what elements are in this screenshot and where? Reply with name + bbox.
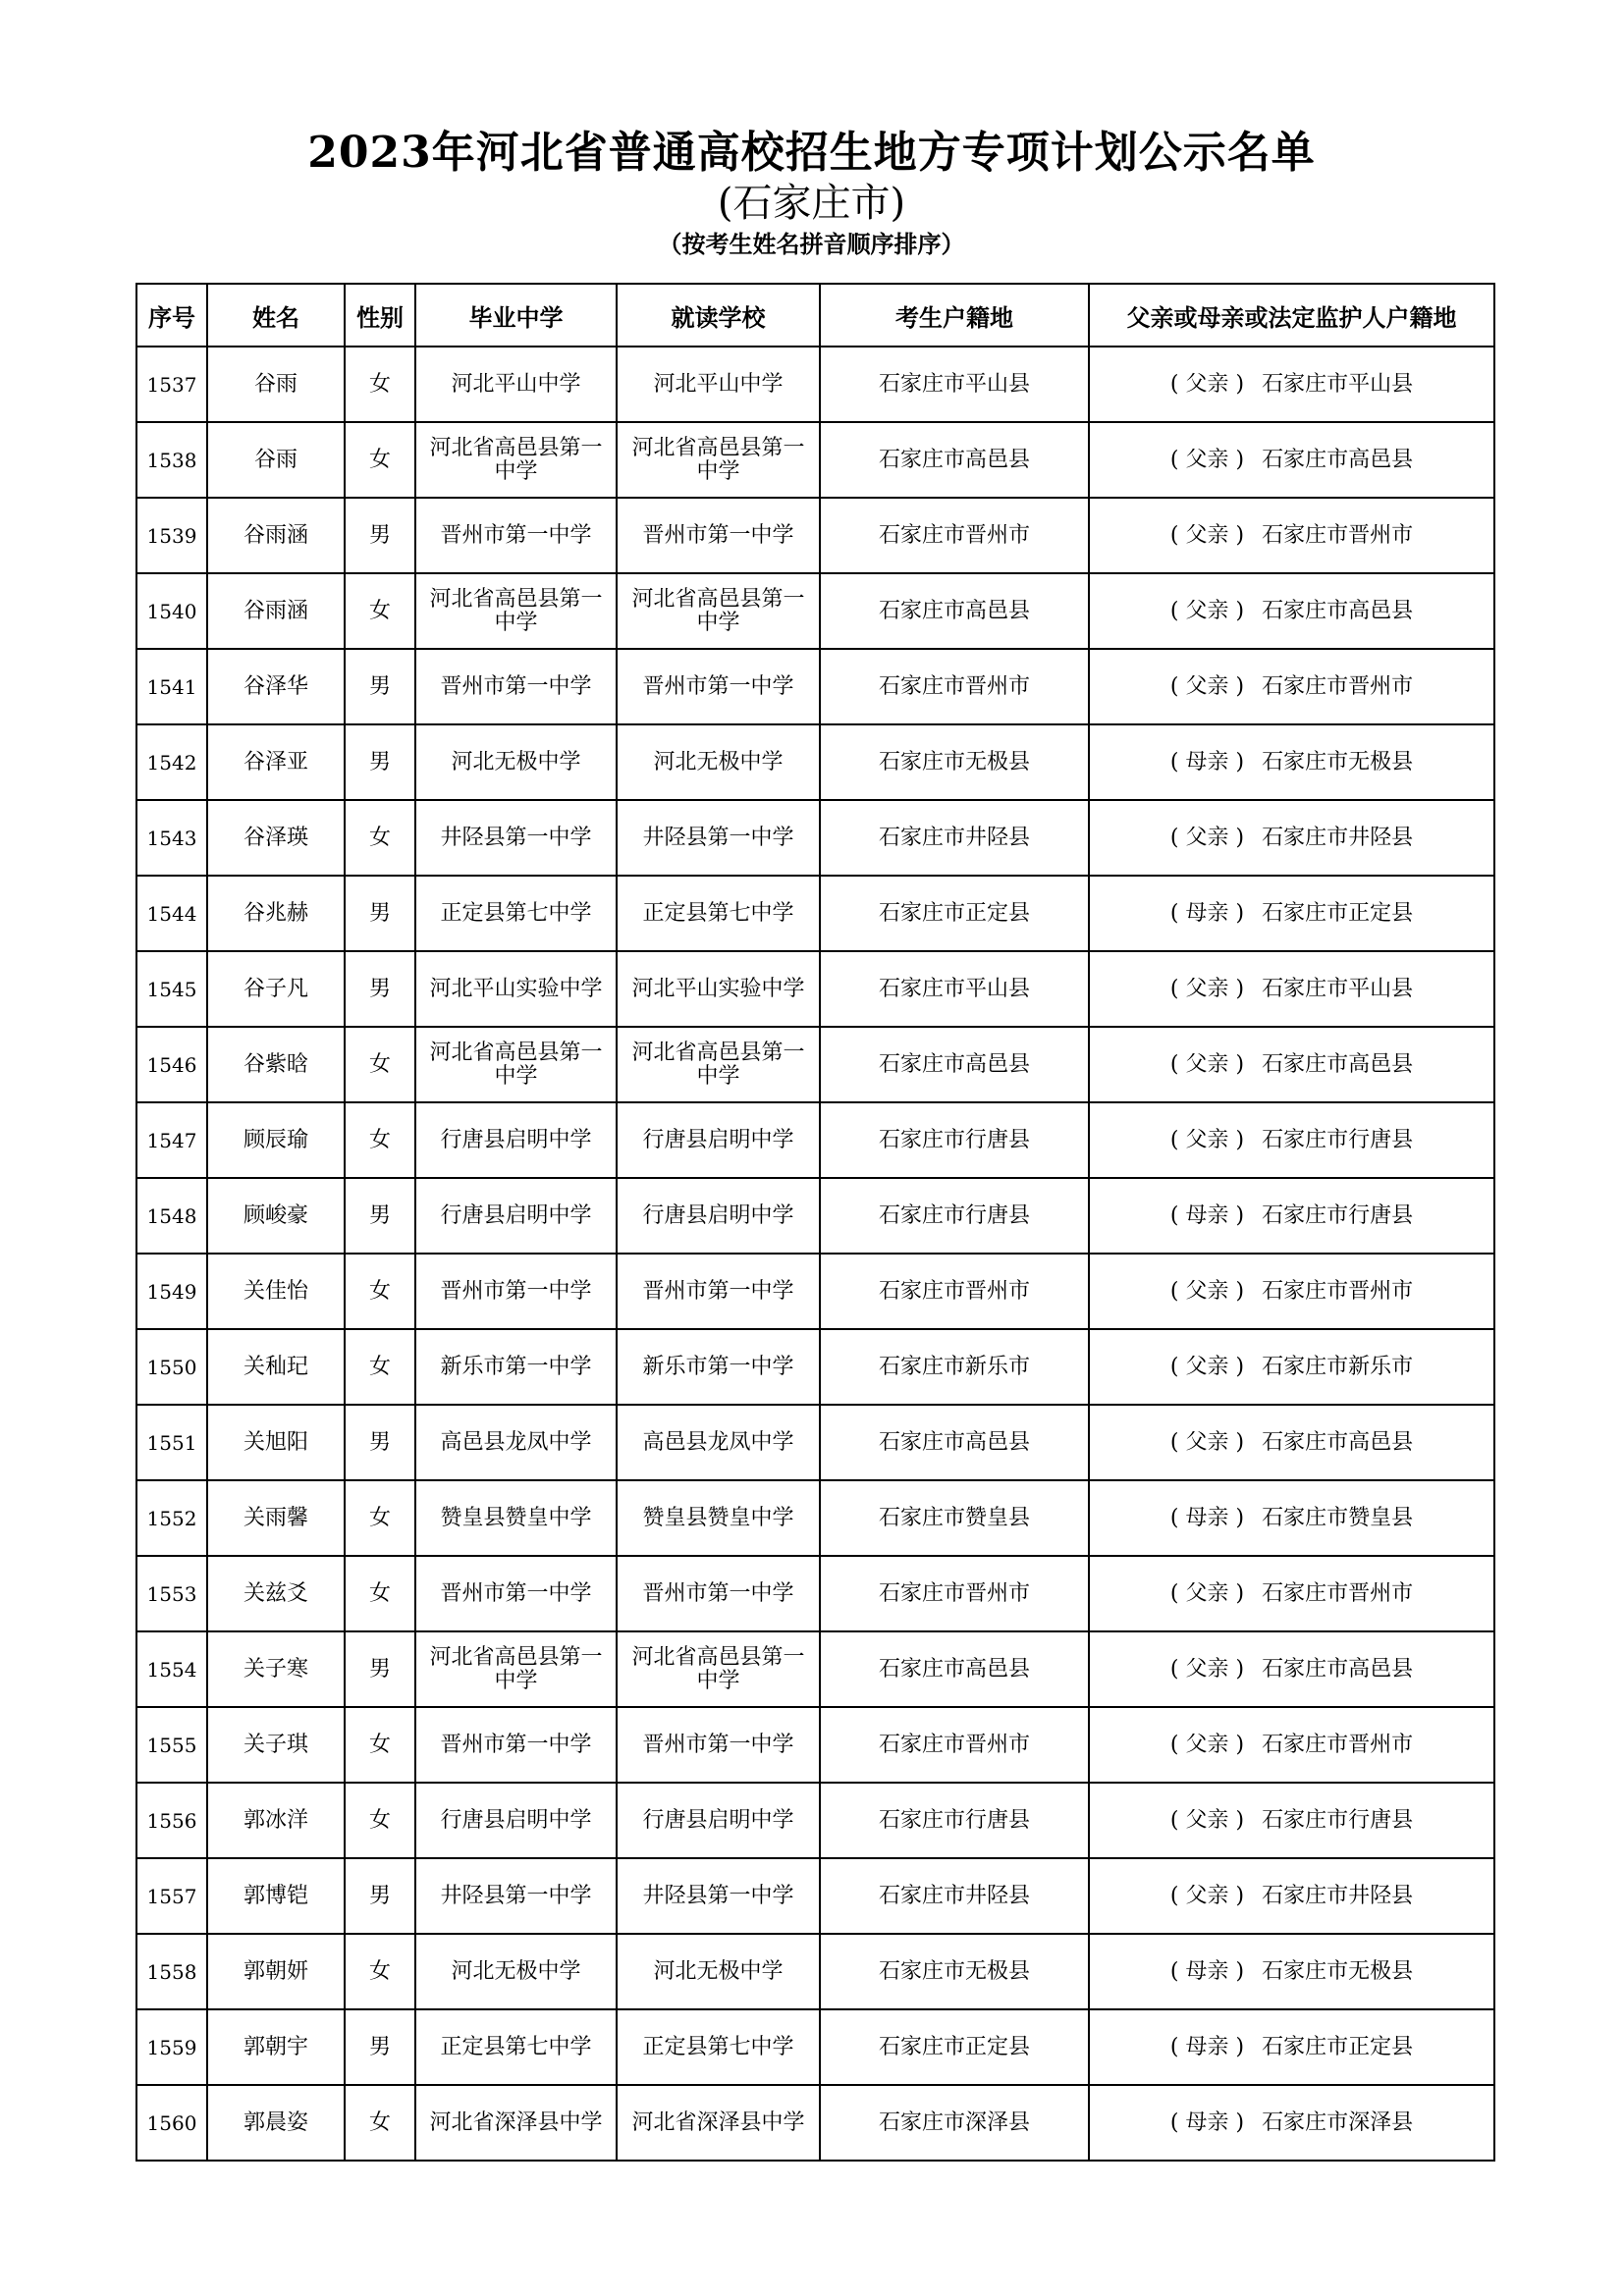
cell-guardian-hukou [1089, 1858, 1494, 1934]
cell-guardian-hukou [1089, 1178, 1494, 1254]
header-guardian-hukou: 父亲或母亲或法定监护人户籍地 [1089, 284, 1494, 347]
guardian-relation: ( 母亲 ) [1169, 2034, 1245, 2059]
cell-seq: 1560 [136, 2085, 207, 2161]
cell-grad-school: 井陉县第一中学 [415, 800, 617, 876]
cell-guardian-hukou [1089, 1329, 1494, 1405]
cell-name: 谷雨 [207, 422, 345, 498]
guardian-hukou-text: 石家庄市平山县 [1262, 976, 1414, 1001]
cell-hukou: 石家庄市行唐县 [820, 1783, 1089, 1858]
cell-seq: 1538 [136, 422, 207, 498]
sort-note: （按考生姓名拼音顺序排序） [658, 230, 965, 258]
cell-guardian-hukou [1089, 1783, 1494, 1858]
cell-seq: 1554 [136, 1631, 207, 1707]
cell-current-school: 河北省高邑县第一中学 [617, 1027, 820, 1102]
cell-hukou: 石家庄市平山县 [820, 347, 1089, 422]
cell-gender: 女 [345, 800, 415, 876]
guardian-relation: ( 母亲 ) [1169, 2109, 1245, 2135]
guardian-hukou-text: 石家庄市晋州市 [1262, 522, 1414, 548]
cell-name: 关秈玘 [207, 1329, 345, 1405]
cell-current-school: 正定县第七中学 [617, 876, 820, 951]
cell-grad-school: 河北无极中学 [415, 724, 617, 800]
cell-grad-school: 河北平山实验中学 [415, 951, 617, 1027]
cell-current-school: 行唐县启明中学 [617, 1178, 820, 1254]
table-row [136, 876, 1494, 951]
table-row [136, 951, 1494, 1027]
cell-name: 谷紫晗 [207, 1027, 345, 1102]
guardian-relation: ( 父亲 ) [1169, 522, 1245, 548]
guardian-hukou-text: 石家庄市高邑县 [1262, 1051, 1414, 1077]
cell-gender: 女 [345, 347, 415, 422]
cell-grad-school: 河北省深泽县中学 [415, 2085, 617, 2161]
cell-grad-school: 高邑县龙凤中学 [415, 1405, 617, 1480]
cell-seq: 1543 [136, 800, 207, 876]
guardian-relation: ( 父亲 ) [1169, 673, 1245, 699]
cell-seq: 1556 [136, 1783, 207, 1858]
cell-guardian-hukou [1089, 1405, 1494, 1480]
table-row [136, 800, 1494, 876]
cell-seq: 1551 [136, 1405, 207, 1480]
cell-hukou: 石家庄市深泽县 [820, 2085, 1089, 2161]
cell-grad-school: 赞皇县赞皇中学 [415, 1480, 617, 1556]
table-row [136, 2085, 1494, 2161]
cell-name: 郭博铠 [207, 1858, 345, 1934]
cell-seq: 1542 [136, 724, 207, 800]
cell-hukou: 石家庄市高邑县 [820, 1027, 1089, 1102]
cell-gender: 男 [345, 2009, 415, 2085]
cell-hukou: 石家庄市井陉县 [820, 800, 1089, 876]
cell-name: 关佳怡 [207, 1254, 345, 1329]
cell-grad-school: 行唐县启明中学 [415, 1783, 617, 1858]
guardian-hukou-text: 石家庄市高邑县 [1262, 598, 1414, 623]
cell-grad-school: 晋州市第一中学 [415, 1254, 617, 1329]
document-subtitle: (石家庄市) [717, 181, 906, 226]
table-row [136, 1858, 1494, 1934]
guardian-relation: ( 父亲 ) [1169, 1883, 1245, 1908]
cell-grad-school: 正定县第七中学 [415, 876, 617, 951]
cell-hukou: 石家庄市平山县 [820, 951, 1089, 1027]
cell-gender: 女 [345, 1329, 415, 1405]
cell-name: 谷兆赫 [207, 876, 345, 951]
cell-seq: 1548 [136, 1178, 207, 1254]
guardian-relation: ( 父亲 ) [1169, 1354, 1245, 1379]
table-row [136, 1178, 1494, 1254]
cell-hukou: 石家庄市晋州市 [820, 1556, 1089, 1631]
cell-hukou: 石家庄市晋州市 [820, 1254, 1089, 1329]
cell-guardian-hukou [1089, 1480, 1494, 1556]
cell-name: 谷泽亚 [207, 724, 345, 800]
cell-hukou: 石家庄市高邑县 [820, 1631, 1089, 1707]
cell-hukou: 石家庄市晋州市 [820, 1707, 1089, 1783]
guardian-hukou-text: 石家庄市晋州市 [1262, 1580, 1414, 1606]
cell-current-school: 行唐县启明中学 [617, 1783, 820, 1858]
guardian-relation: ( 父亲 ) [1169, 1429, 1245, 1455]
table-row [136, 1783, 1494, 1858]
cell-grad-school: 行唐县启明中学 [415, 1178, 617, 1254]
cell-seq: 1537 [136, 347, 207, 422]
cell-current-school: 井陉县第一中学 [617, 1858, 820, 1934]
guardian-relation: ( 母亲 ) [1169, 1505, 1245, 1530]
header-seq: 序号 [136, 284, 207, 347]
guardian-hukou-text: 石家庄市晋州市 [1262, 1278, 1414, 1304]
guardian-hukou-text: 石家庄市行唐县 [1262, 1127, 1414, 1152]
cell-seq: 1544 [136, 876, 207, 951]
cell-gender: 男 [345, 951, 415, 1027]
table-row [136, 1707, 1494, 1783]
cell-name: 顾峻豪 [207, 1178, 345, 1254]
cell-grad-school: 正定县第七中学 [415, 2009, 617, 2085]
cell-current-school: 河北省高邑县第一中学 [617, 573, 820, 649]
cell-gender: 女 [345, 573, 415, 649]
cell-current-school: 河北无极中学 [617, 724, 820, 800]
guardian-relation: ( 父亲 ) [1169, 1807, 1245, 1833]
cell-name: 谷泽瑛 [207, 800, 345, 876]
guardian-hukou-text: 石家庄市井陉县 [1262, 1883, 1414, 1908]
cell-current-school: 晋州市第一中学 [617, 1707, 820, 1783]
cell-name: 郭冰洋 [207, 1783, 345, 1858]
cell-hukou: 石家庄市高邑县 [820, 422, 1089, 498]
guardian-relation: ( 父亲 ) [1169, 825, 1245, 850]
table-row [136, 1102, 1494, 1178]
cell-current-school: 井陉县第一中学 [617, 800, 820, 876]
cell-name: 谷泽华 [207, 649, 345, 724]
cell-current-school: 晋州市第一中学 [617, 649, 820, 724]
cell-name: 谷雨涵 [207, 573, 345, 649]
cell-name: 郭朝宇 [207, 2009, 345, 2085]
cell-name: 关子寒 [207, 1631, 345, 1707]
guardian-hukou-text: 石家庄市无极县 [1262, 1958, 1414, 1984]
cell-guardian-hukou [1089, 876, 1494, 951]
cell-guardian-hukou [1089, 2085, 1494, 2161]
cell-grad-school: 行唐县启明中学 [415, 1102, 617, 1178]
table-row [136, 573, 1494, 649]
cell-guardian-hukou [1089, 422, 1494, 498]
table-row [136, 724, 1494, 800]
cell-guardian-hukou [1089, 800, 1494, 876]
cell-current-school: 晋州市第一中学 [617, 1556, 820, 1631]
guardian-hukou-text: 石家庄市高邑县 [1262, 447, 1414, 472]
cell-name: 郭朝妍 [207, 1934, 345, 2009]
table-row [136, 1556, 1494, 1631]
cell-current-school: 正定县第七中学 [617, 2009, 820, 2085]
guardian-relation: ( 父亲 ) [1169, 1732, 1245, 1757]
cell-guardian-hukou [1089, 1707, 1494, 1783]
cell-guardian-hukou [1089, 498, 1494, 573]
cell-name: 谷子凡 [207, 951, 345, 1027]
cell-gender: 男 [345, 724, 415, 800]
table-row [136, 1329, 1494, 1405]
guardian-relation: ( 母亲 ) [1169, 900, 1245, 926]
table-row [136, 1934, 1494, 2009]
cell-gender: 女 [345, 422, 415, 498]
cell-current-school: 河北无极中学 [617, 1934, 820, 2009]
cell-hukou: 石家庄市无极县 [820, 1934, 1089, 2009]
cell-current-school: 河北平山实验中学 [617, 951, 820, 1027]
cell-current-school: 晋州市第一中学 [617, 1254, 820, 1329]
cell-name: 关雨馨 [207, 1480, 345, 1556]
cell-hukou: 石家庄市高邑县 [820, 1405, 1089, 1480]
cell-current-school: 河北省深泽县中学 [617, 2085, 820, 2161]
cell-hukou: 石家庄市新乐市 [820, 1329, 1089, 1405]
guardian-hukou-text: 石家庄市赞皇县 [1262, 1505, 1414, 1530]
cell-hukou: 石家庄市无极县 [820, 724, 1089, 800]
header-hukou: 考生户籍地 [820, 284, 1089, 347]
cell-grad-school: 晋州市第一中学 [415, 1556, 617, 1631]
cell-guardian-hukou [1089, 347, 1494, 422]
cell-seq: 1555 [136, 1707, 207, 1783]
guardian-relation: ( 父亲 ) [1169, 1278, 1245, 1304]
cell-guardian-hukou [1089, 649, 1494, 724]
cell-grad-school: 井陉县第一中学 [415, 1858, 617, 1934]
cell-seq: 1539 [136, 498, 207, 573]
header-grad-school: 毕业中学 [415, 284, 617, 347]
cell-guardian-hukou [1089, 951, 1494, 1027]
cell-grad-school: 河北省高邑县第一中学 [415, 573, 617, 649]
guardian-relation: ( 母亲 ) [1169, 749, 1245, 774]
cell-gender: 女 [345, 1480, 415, 1556]
cell-seq: 1540 [136, 573, 207, 649]
cell-grad-school: 河北无极中学 [415, 1934, 617, 2009]
table-row [136, 498, 1494, 573]
cell-guardian-hukou [1089, 1102, 1494, 1178]
cell-seq: 1550 [136, 1329, 207, 1405]
cell-gender: 女 [345, 1783, 415, 1858]
cell-guardian-hukou [1089, 2009, 1494, 2085]
cell-name: 谷雨涵 [207, 498, 345, 573]
cell-current-school: 河北平山中学 [617, 347, 820, 422]
cell-grad-school: 晋州市第一中学 [415, 1707, 617, 1783]
cell-current-school: 行唐县启明中学 [617, 1102, 820, 1178]
cell-hukou: 石家庄市晋州市 [820, 649, 1089, 724]
guardian-hukou-text: 石家庄市晋州市 [1262, 1732, 1414, 1757]
cell-name: 郭晨姿 [207, 2085, 345, 2161]
roster-table [135, 283, 1495, 2162]
cell-name: 谷雨 [207, 347, 345, 422]
cell-guardian-hukou [1089, 1027, 1494, 1102]
table-row [136, 1405, 1494, 1480]
cell-seq: 1557 [136, 1858, 207, 1934]
cell-seq: 1558 [136, 1934, 207, 2009]
table-row [136, 1254, 1494, 1329]
guardian-hukou-text: 石家庄市深泽县 [1262, 2109, 1414, 2135]
table-row [136, 2009, 1494, 2085]
cell-current-school: 河北省高邑县第一中学 [617, 422, 820, 498]
cell-hukou: 石家庄市行唐县 [820, 1102, 1089, 1178]
cell-grad-school: 晋州市第一中学 [415, 498, 617, 573]
cell-hukou: 石家庄市井陉县 [820, 1858, 1089, 1934]
cell-current-school: 河北省高邑县第一中学 [617, 1631, 820, 1707]
cell-guardian-hukou [1089, 573, 1494, 649]
cell-name: 关子琪 [207, 1707, 345, 1783]
cell-grad-school: 河北省高邑县第一中学 [415, 1027, 617, 1102]
guardian-hukou-text: 石家庄市晋州市 [1262, 673, 1414, 699]
table-row [136, 1027, 1494, 1102]
cell-seq: 1546 [136, 1027, 207, 1102]
cell-hukou: 石家庄市正定县 [820, 876, 1089, 951]
cell-gender: 女 [345, 1102, 415, 1178]
table-row [136, 649, 1494, 724]
cell-name: 顾辰瑜 [207, 1102, 345, 1178]
table-header-row [136, 284, 1494, 347]
cell-gender: 男 [345, 1178, 415, 1254]
cell-guardian-hukou [1089, 724, 1494, 800]
table-row [136, 1631, 1494, 1707]
guardian-hukou-text: 石家庄市高邑县 [1262, 1429, 1414, 1455]
guardian-relation: ( 母亲 ) [1169, 1202, 1245, 1228]
cell-current-school: 新乐市第一中学 [617, 1329, 820, 1405]
guardian-relation: ( 父亲 ) [1169, 447, 1245, 472]
guardian-relation: ( 父亲 ) [1169, 1051, 1245, 1077]
guardian-hukou-text: 石家庄市新乐市 [1262, 1354, 1414, 1379]
table-body [136, 347, 1494, 2161]
header-current-school: 就读学校 [617, 284, 820, 347]
cell-seq: 1549 [136, 1254, 207, 1329]
cell-gender: 女 [345, 1934, 415, 2009]
cell-seq: 1553 [136, 1556, 207, 1631]
cell-hukou: 石家庄市行唐县 [820, 1178, 1089, 1254]
document-title: 2023年河北省普通高校招生地方专项计划公示名单 [307, 128, 1316, 178]
guardian-relation: ( 父亲 ) [1169, 1127, 1245, 1152]
cell-hukou: 石家庄市赞皇县 [820, 1480, 1089, 1556]
cell-name: 关旭阳 [207, 1405, 345, 1480]
guardian-relation: ( 父亲 ) [1169, 371, 1245, 397]
cell-guardian-hukou [1089, 1934, 1494, 2009]
cell-grad-school: 河北平山中学 [415, 347, 617, 422]
cell-hukou: 石家庄市高邑县 [820, 573, 1089, 649]
cell-grad-school: 晋州市第一中学 [415, 649, 617, 724]
cell-current-school: 赞皇县赞皇中学 [617, 1480, 820, 1556]
cell-gender: 女 [345, 1027, 415, 1102]
cell-gender: 男 [345, 1405, 415, 1480]
cell-guardian-hukou [1089, 1254, 1494, 1329]
cell-gender: 女 [345, 1556, 415, 1631]
table-row [136, 347, 1494, 422]
cell-gender: 男 [345, 649, 415, 724]
guardian-hukou-text: 石家庄市井陉县 [1262, 825, 1414, 850]
guardian-hukou-text: 石家庄市正定县 [1262, 900, 1414, 926]
guardian-hukou-text: 石家庄市行唐县 [1262, 1202, 1414, 1228]
guardian-hukou-text: 石家庄市行唐县 [1262, 1807, 1414, 1833]
cell-guardian-hukou [1089, 1556, 1494, 1631]
cell-grad-school: 新乐市第一中学 [415, 1329, 617, 1405]
cell-seq: 1547 [136, 1102, 207, 1178]
table-row [136, 422, 1494, 498]
cell-grad-school: 河北省高邑县第一中学 [415, 1631, 617, 1707]
guardian-relation: ( 父亲 ) [1169, 598, 1245, 623]
guardian-hukou-text: 石家庄市高邑县 [1262, 1656, 1414, 1682]
guardian-relation: ( 父亲 ) [1169, 976, 1245, 1001]
guardian-hukou-text: 石家庄市无极县 [1262, 749, 1414, 774]
cell-guardian-hukou [1089, 1631, 1494, 1707]
cell-gender: 男 [345, 1858, 415, 1934]
cell-seq: 1545 [136, 951, 207, 1027]
cell-grad-school: 河北省高邑县第一中学 [415, 422, 617, 498]
cell-gender: 女 [345, 2085, 415, 2161]
table-row [136, 1480, 1494, 1556]
cell-gender: 女 [345, 1254, 415, 1329]
guardian-hukou-text: 石家庄市平山县 [1262, 371, 1414, 397]
cell-current-school: 高邑县龙凤中学 [617, 1405, 820, 1480]
cell-hukou: 石家庄市晋州市 [820, 498, 1089, 573]
cell-gender: 男 [345, 876, 415, 951]
cell-name: 关兹爻 [207, 1556, 345, 1631]
guardian-relation: ( 父亲 ) [1169, 1656, 1245, 1682]
cell-seq: 1541 [136, 649, 207, 724]
cell-gender: 男 [345, 498, 415, 573]
cell-hukou: 石家庄市正定县 [820, 2009, 1089, 2085]
guardian-relation: ( 母亲 ) [1169, 1958, 1245, 1984]
cell-gender: 男 [345, 1631, 415, 1707]
cell-seq: 1552 [136, 1480, 207, 1556]
cell-gender: 女 [345, 1707, 415, 1783]
guardian-hukou-text: 石家庄市正定县 [1262, 2034, 1414, 2059]
header-name: 姓名 [207, 284, 345, 347]
header-gender: 性别 [345, 284, 415, 347]
cell-current-school: 晋州市第一中学 [617, 498, 820, 573]
guardian-relation: ( 父亲 ) [1169, 1580, 1245, 1606]
cell-seq: 1559 [136, 2009, 207, 2085]
